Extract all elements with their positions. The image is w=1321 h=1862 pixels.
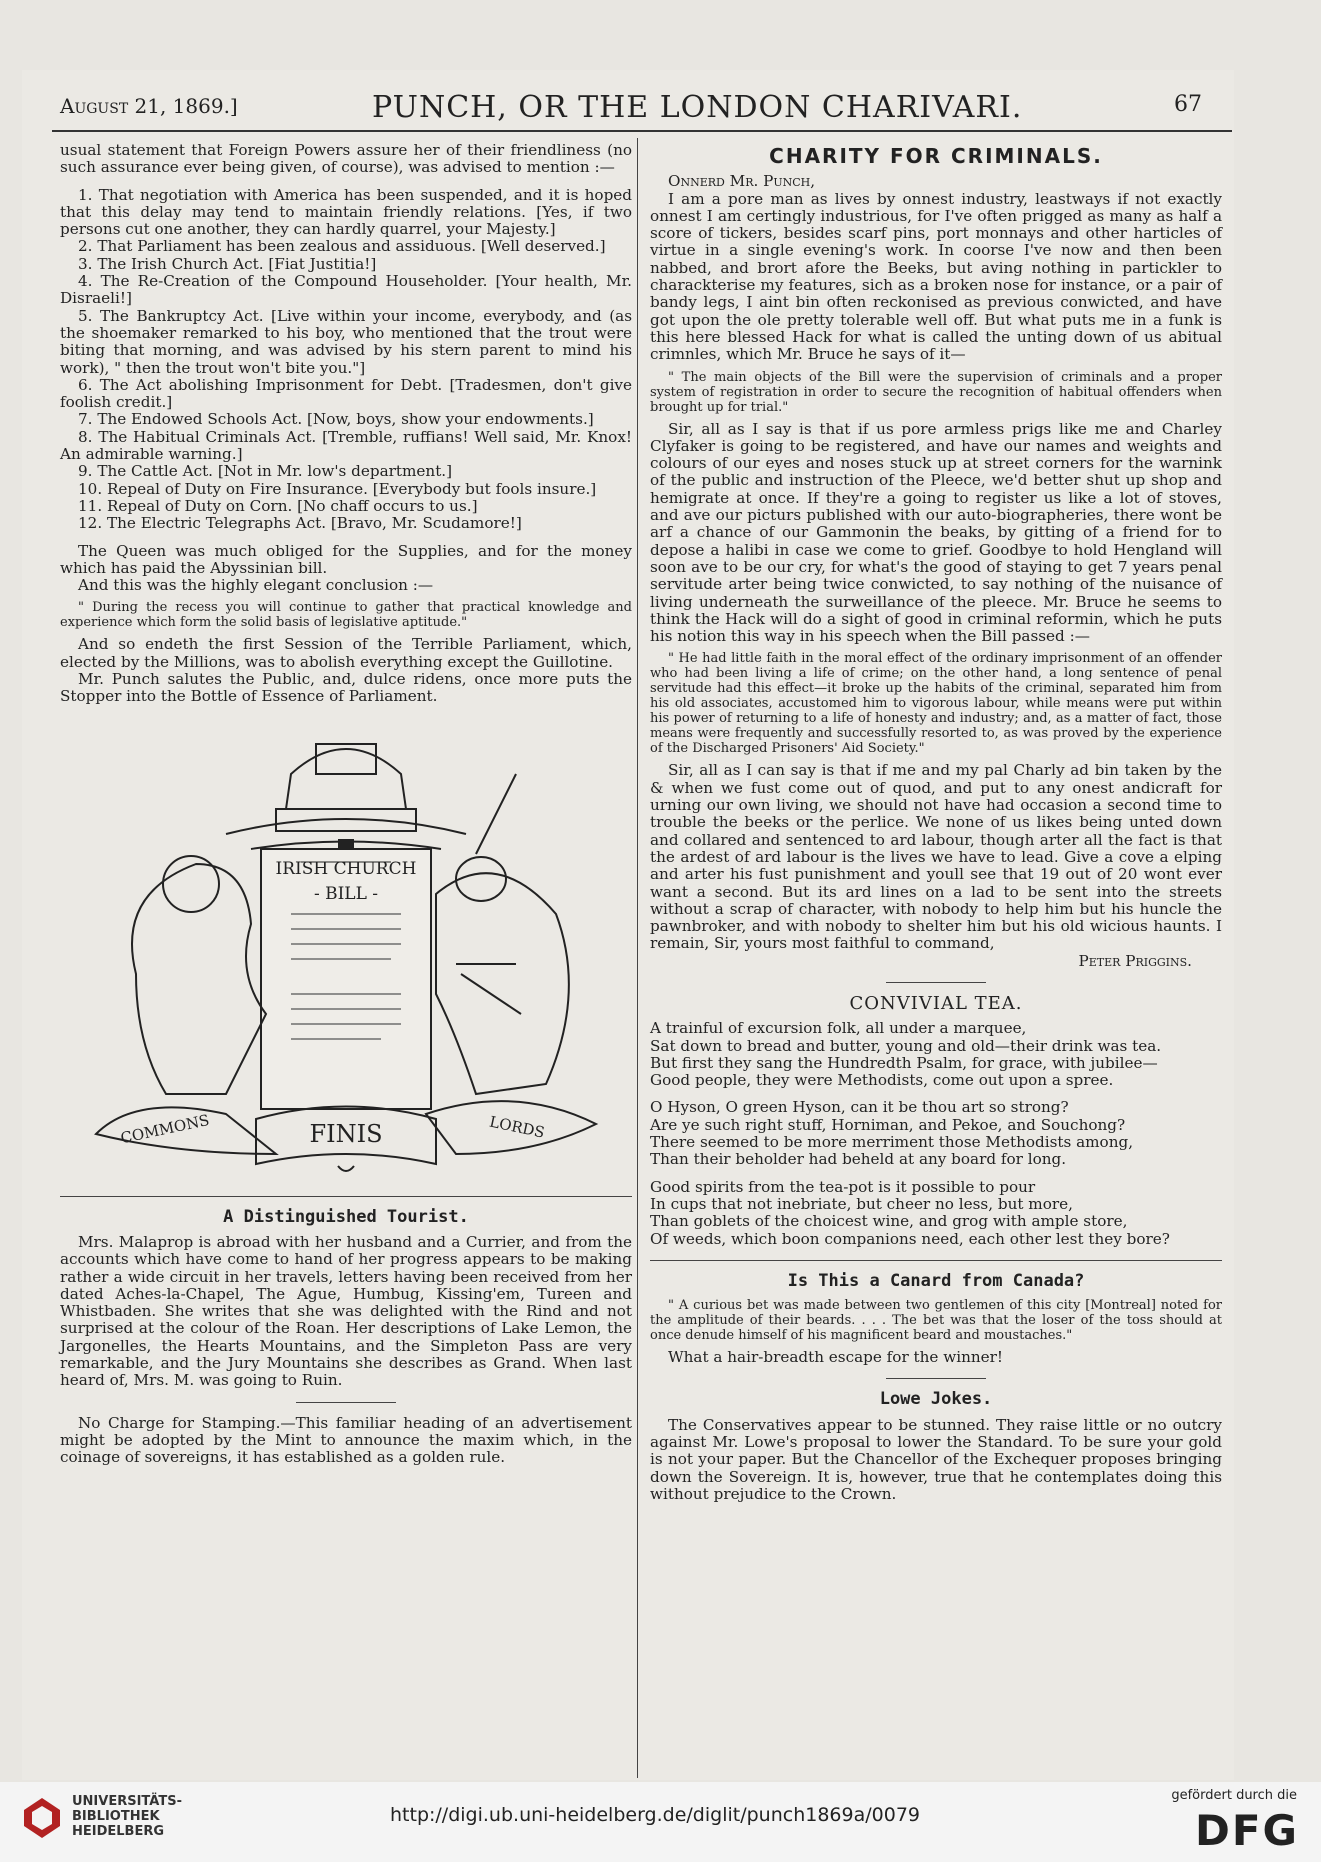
letter-paragraph: Sir, all as I can say is that if me and my pal Charly ad bin taken by the & when we fust come out of quod, and put to any onest andicraft for urning our own living, we should not have had occasion a second time to trouble the beeks or the perlice. We none of us likes being unted down and collared and sentenced to ard labour, though arter all the fact is that the ardest of ard labour is the lives we have to lead. Give a cove a elping and arter his fust punishment and youll see that 19 out of 20 wont ever want a second. But its ard lines on a lad to be sent into the streets without a scrap of character, with nobody to help him but his huncle the pawnbroker, and with nobody to shelter him but his old wicious haunts. I remain, Sir, yours most faithful to command, xyxy=(650,761,1222,953)
verse-line: But first they sang the Hundredth Psalm, for grace, with jubilee— xyxy=(650,1053,1158,1072)
library-name[interactable] xyxy=(72,1794,182,1839)
letter-salutation: Onnerd Mr. Punch, xyxy=(668,172,816,191)
poem xyxy=(650,1020,1222,1248)
list-item: 5. The Bankruptcy Act. [Live within your income, everybody, and (as the shoemaker remarked to his boy, who mentioned that the trout were biting that morning, and was advised by his stern parent to mind his work), " then the trout won't bite you."] xyxy=(60,306,632,377)
list-item: 12. The Electric Telegraphs Act. [Bravo, Mr. Scudamore!] xyxy=(78,514,522,533)
section-rule xyxy=(650,1260,1222,1261)
verse-line: There seemed to be more merriment those Methodists among, xyxy=(650,1133,1134,1152)
funding-label: gefördert durch die xyxy=(1171,1788,1297,1803)
illustration-banner-subtitle: - BILL - xyxy=(313,883,379,904)
verse-line: In cups that not inebriate, but cheer no less, but more, xyxy=(650,1194,1073,1213)
tourist-text: Mrs. Malaprop is abroad with her husband and a Currier, and from the accounts which have come to hand of her progress appears to be making rather a wide circuit in her travels, letters having been received from her dated Aches-la-Chapel, The Ague, Humbug, Kissing'em, Tureen and Whistbaden. She writes that she was delighted with the Rind and not surprised at the colour of the Roan. Her descriptions of Lake Lemon, the Jargonelles, the Hearts Mountains, and the Simpleton Pass are very remarkable, and the Jury Mountains she describes as Grand. When last heard of, Mrs. M. was going to Ruin. xyxy=(60,1232,632,1390)
verse-line: Sat down to bread and butter, young and old—their drink was tea. xyxy=(650,1036,1162,1055)
scroll-finis: FINIS xyxy=(309,1119,383,1148)
stanza xyxy=(650,1020,1222,1089)
letter-paragraph: I am a pore man as lives by onnest industry, leastways if not exactly onnest I am certingly industrious, for I've often prigged as many as half a score of tickers, besides scarf pins, port monnays and other harticles of virtue in a single evening's work. In coorse I've now and then been nabbed, and brort afore the Beeks, but aving nothing in partickler to charackterise my features, sich as a broken nose for instance, or a pair of bandy legs, I aint bin often reckonised as previous conwicted, and have got upon the ole pretty tolerable well off. But what puts me in a funk is this here blessed Hack for what is called the unting down of us abitual crimnles, which Mr. Bruce he says of it— xyxy=(650,189,1222,364)
verse-line: Are ye such right stuff, Horniman, and Pekoe, and Souchong? xyxy=(650,1115,1126,1134)
verse-line: Of weeds, which boon companions need, each other lest they bore? xyxy=(650,1229,1170,1248)
right-column xyxy=(650,142,1222,1503)
short-rule xyxy=(296,1402,396,1403)
block-quote: " The main objects of the Bill were the supervision of criminals and a proper system of registration in order to secure the recognition of habitual offenders when brought up for trial." xyxy=(650,369,1222,415)
short-rule xyxy=(886,1378,986,1379)
list-item: 8. The Habitual Criminals Act. [Tremble, ruffians! Well said, Mr. Knox! An admirable warning.] xyxy=(60,427,632,464)
left-column xyxy=(60,142,632,1466)
list-item: 10. Repeal of Duty on Fire Insurance. [Everybody but fools insure.] xyxy=(78,479,597,498)
verse-line: Good people, they were Methodists, come out upon a spree. xyxy=(650,1071,1114,1090)
column-divider xyxy=(637,138,638,1778)
library-name-line: HEIDELBERG xyxy=(72,1824,165,1839)
verse-line: Than goblets of the choicest wine, and grog with ample store, xyxy=(650,1212,1128,1231)
stamping-text: No Charge for Stamping.—This familiar heading of an advertisement might be adopted by the Mint to announce the maxim which, in the coinage of sovereigns, it has established as a golden rule. xyxy=(60,1413,632,1467)
list-item: 7. The Endowed Schools Act. [Now, boys, show your endowments.] xyxy=(78,410,594,429)
digitization-footer xyxy=(0,1782,1321,1862)
verse-line: O Hyson, O green Hyson, can it be thou art so strong? xyxy=(650,1098,1069,1117)
lowe-heading: Lowe Jokes. xyxy=(879,1389,993,1410)
charity-heading: CHARITY FOR CRIMINALS. xyxy=(769,144,1103,168)
block-quote: " He had little faith in the moral effect of the ordinary imprisonment of an offender who had been living a life of crime; on the other hand, a long sentence of penal servitude had this effect—it broke up the habits of the criminal, separated him from his old associates, accustomed him to vigorous labour, while means were put within his power of returning to a life of honesty and industry; and, as a matter of fact, those means were frequently and successfully resorted to, as was proved by the experience of the Discharged Prisoners' Aid Society." xyxy=(650,651,1222,757)
dfg-logo[interactable]: DFG xyxy=(1194,1806,1299,1855)
list-item: 3. The Irish Church Act. [Fiat Justitia!] xyxy=(78,254,377,273)
list-item: 6. The Act abolishing Imprisonment for Debt. [Tradesmen, don't give foolish credit.] xyxy=(60,375,632,412)
canard-heading: Is This a Canard from Canada? xyxy=(787,1270,1085,1291)
issue-date: August 21, 1869.] xyxy=(60,94,238,118)
stanza xyxy=(650,1179,1222,1248)
stanza xyxy=(650,1099,1222,1168)
tea-heading: CONVIVIAL TEA. xyxy=(849,992,1023,1014)
letter-signature: Peter Priggins. xyxy=(1078,951,1192,970)
block-quote: " During the recess you will continue to gather that practical knowledge and experience which form the solid basis of legislative aptitude." xyxy=(60,600,632,631)
paragraph: And this was the highly elegant conclusion :— xyxy=(78,576,434,595)
list-item: 11. Repeal of Duty on Corn. [No chaff occurs to us.] xyxy=(78,496,478,515)
library-name-line: UNIVERSITÄTS- xyxy=(72,1794,182,1809)
paragraph: Mr. Punch salutes the Public, and, dulce ridens, once more puts the Stopper into the Bottle of Essence of Parliament. xyxy=(60,670,632,706)
university-library-logo-icon xyxy=(22,1796,62,1840)
canard-text: What a hair-breadth escape for the winner! xyxy=(668,1348,1004,1367)
verse-line: Good spirits from the tea-pot is it possible to pour xyxy=(650,1177,1036,1196)
newspaper-page xyxy=(22,70,1234,1780)
speech-intro: usual statement that Foreign Powers assure her of their friendliness (no such assurance ever being given, of course), was advised to mention :— xyxy=(60,141,632,177)
letter-paragraph: Sir, all as I say is that if us pore armless prigs like me and Charley Clyfaker is going to be registered, and have our names and weights and colours of our eyes and noses stuck up at street corners for the warnink of the public and instruction of the Pleece, we'd better shut up shop and hemigrate at once. If they're a going to register us like a lot of stoves, and ave our picturs published with our auto-biographeries, there wont be arf a chance of our Gammonin the beaks, by gitting of a friend for to depose a halibi in case we come to grief. Goodbye to hold Hengland will soon ave to be our cry, for what's the good of staying to get 7 years penal servitude arter being twice conwicted, to say nothing of the nuisance of living underneath the surweillance of the pleece. Mr. Bruce he seems to think the Hack will do a sight of good in criminal reformin, which he puts his notion this way in his speech when the Bill passed :— xyxy=(650,419,1222,646)
short-rule xyxy=(886,982,986,983)
lowe-text: The Conservatives appear to be stunned. They raise little or no outcry against Mr. Lowe's proposal to lower the Standard. To be sure your gold is not your paper. But the Chancellor of the Exchequer proposes bringing down the Sovereign. It is, however, true that he contemplates doing this without prejudice to the Crown. xyxy=(650,1415,1222,1503)
block-quote: " A curious bet was made between two gentlemen of this city [Montreal] noted for the amplitude of their beards. . . . The bet was that the loser of the toss should at once denude himself of his magnificent beard and moustaches." xyxy=(650,1298,1222,1344)
list-item: 1. That negotiation with America has been suspended, and it is hoped that this delay may tend to maintain friendly relations. [Yes, if two persons cut one another, they can hardly quarrel, your Majesty.] xyxy=(60,185,632,239)
irish-church-bill-illustration xyxy=(76,714,616,1184)
scroll-commons: COMMONS xyxy=(118,1110,211,1147)
list-item: 2. That Parliament has been zealous and assiduous. [Well deserved.] xyxy=(78,237,606,256)
source-url-link[interactable]: http://digi.ub.uni-heidelberg.de/diglit/punch1869a/0079 xyxy=(390,1804,920,1826)
paragraph: And so endeth the first Session of the Terrible Parliament, which, elected by the Millions, was to abolish everything except the Guillotine. xyxy=(60,635,632,671)
list-item: 4. The Re-Creation of the Compound Householder. [Your health, Mr. Disraeli!] xyxy=(60,272,632,308)
page-header xyxy=(52,90,1232,132)
verse-line: Than their beholder had beheld at any board for long. xyxy=(650,1150,1067,1169)
masthead-title: PUNCH, OR THE LONDON CHARIVARI. xyxy=(372,90,1023,125)
page-number: 67 xyxy=(1174,92,1202,117)
paragraph: The Queen was much obliged for the Supplies, and for the money which has paid the Abyssinian bill. xyxy=(60,541,632,577)
list-item: 9. The Cattle Act. [Not in Mr. low's department.] xyxy=(78,462,453,481)
illustration-banner-title: IRISH CHURCH xyxy=(275,858,417,879)
tourist-heading: A Distinguished Tourist. xyxy=(223,1206,469,1227)
library-name-line: BIBLIOTHEK xyxy=(72,1809,160,1824)
section-rule xyxy=(60,1196,632,1197)
scroll-lords: LORDS xyxy=(487,1112,547,1142)
verse-line: A trainful of excursion folk, all under a marquee, xyxy=(650,1019,1027,1038)
